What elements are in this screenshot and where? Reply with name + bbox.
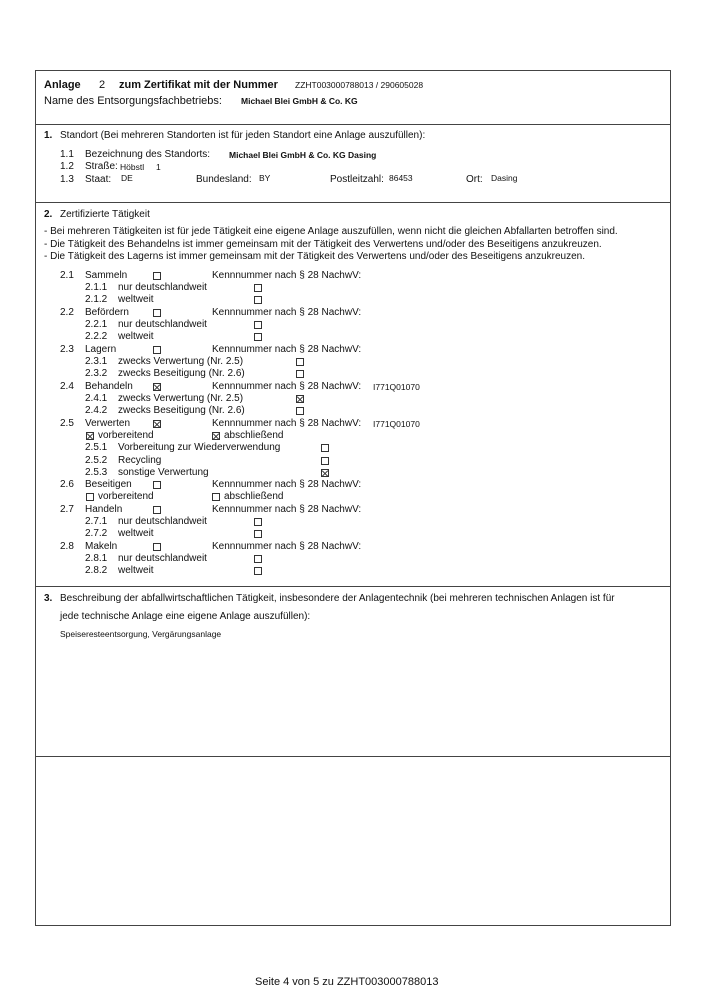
anlage-number: 2 [99, 79, 106, 91]
act-2-1-2-number: 2.1.2 [85, 294, 108, 305]
act-2-7-1-number: 2.7.1 [85, 516, 108, 527]
location-name-label: Bezeichnung des Standorts: [85, 149, 211, 160]
kenn-label: Kennnummer nach § 28 NachwV: [212, 270, 362, 281]
checkbox-2-4-2[interactable] [296, 407, 304, 415]
act-2-8-1-label: nur deutschlandweit [118, 553, 207, 564]
note-1: - Bei mehreren Tätigkeiten ist für jede Tätigkeit eine eigene Anlage auszufüllen, wenn nicht die gleichen Abfallarten betroffen sind. [44, 226, 618, 237]
act-2-3-1-label: zwecks Verwertung (Nr. 2.5) [118, 356, 244, 367]
act-2-2-1-label: nur deutschlandweit [118, 319, 207, 330]
street-value: Höbstl [120, 162, 145, 172]
company-label: Name des Entsorgungsfachbetriebs: [44, 95, 222, 107]
divider [35, 756, 671, 757]
divider [35, 124, 671, 125]
checkbox-2-2-2[interactable] [254, 333, 262, 341]
act-2-5-label: Verwerten [85, 418, 131, 429]
checkbox-2-8-1[interactable] [254, 555, 262, 563]
act-2-1-1-number: 2.1.1 [85, 282, 108, 293]
act-2-8-label: Makeln [85, 541, 118, 552]
checkbox-2-8-2[interactable] [254, 567, 262, 575]
checkbox-2-3[interactable] [153, 346, 161, 354]
city-value: Dasing [491, 173, 518, 183]
kenn-label: Kennnummer nach § 28 NachwV: [212, 307, 362, 318]
kenn-label: Kennnummer nach § 28 NachwV: [212, 504, 362, 515]
checkbox-2-5-preparatory[interactable] [86, 432, 94, 440]
kenn-label: Kennnummer nach § 28 NachwV: [212, 344, 362, 355]
act-2-1-1-label: nur deutschlandweit [118, 282, 207, 293]
act-2-1-number: 2.1 [60, 270, 74, 281]
act-2-2-2-number: 2.2.2 [85, 331, 108, 342]
act-2-7-number: 2.7 [60, 504, 74, 515]
row-1-3-number: 1.3 [60, 174, 74, 185]
checkbox-2-4[interactable] [153, 383, 161, 391]
checkbox-2-3-1[interactable] [296, 358, 304, 366]
label-2-6-preparatory: vorbereitend [98, 491, 154, 502]
act-2-5-3-number: 2.5.3 [85, 467, 108, 478]
zip-label: Postleitzahl: [330, 174, 384, 185]
checkbox-2-5-1[interactable] [321, 444, 329, 452]
kenn-value-2-5: I771Q01070 [373, 419, 420, 429]
kenn-label: Kennnummer nach § 28 NachwV: [212, 381, 362, 392]
act-2-1-2-label: weltweit [118, 294, 154, 305]
checkbox-2-4-1[interactable] [296, 395, 304, 403]
country-label: Staat: [85, 174, 112, 185]
act-2-2-2-label: weltweit [118, 331, 154, 342]
section3-title-line1: Beschreibung der abfallwirtschaftlichen Tätigkeit, insbesondere der Anlagentechnik (bei mehreren technischen Anlagen ist für [60, 593, 615, 604]
act-2-4-label: Behandeln [85, 381, 133, 392]
act-2-8-number: 2.8 [60, 541, 74, 552]
state-value: BY [259, 173, 271, 183]
checkbox-2-8[interactable] [153, 543, 161, 551]
kenn-label: Kennnummer nach § 28 NachwV: [212, 418, 362, 429]
certificate-label: zum Zertifikat mit der Nummer [119, 79, 278, 91]
label-2-5-preparatory: vorbereitend [98, 430, 154, 441]
checkbox-2-6-preparatory[interactable] [86, 493, 94, 501]
act-2-3-number: 2.3 [60, 344, 74, 355]
act-2-3-1-number: 2.3.1 [85, 356, 108, 367]
act-2-7-2-label: weltweit [118, 528, 154, 539]
act-2-2-1-number: 2.2.1 [85, 319, 108, 330]
activity-description: Speiseresteentsorgung, Vergärungsanlage [60, 629, 222, 639]
location-name-value: Michael Blei GmbH & Co. KG Dasing [229, 150, 377, 160]
checkbox-2-1-1[interactable] [254, 284, 262, 292]
section3-number: 3. [44, 593, 53, 604]
divider [35, 586, 671, 587]
act-2-3-2-number: 2.3.2 [85, 368, 108, 379]
street-label: Straße: [85, 161, 118, 172]
checkbox-2-7[interactable] [153, 506, 161, 514]
certificate-number: ZZHT003000788013 / 290605028 [295, 80, 424, 90]
act-2-3-label: Lagern [85, 344, 117, 355]
act-2-2-number: 2.2 [60, 307, 74, 318]
act-2-2-label: Befördern [85, 307, 129, 318]
act-2-5-2-number: 2.5.2 [85, 455, 108, 466]
act-2-7-1-label: nur deutschlandweit [118, 516, 207, 527]
kenn-label: Kennnummer nach § 28 NachwV: [212, 541, 362, 552]
note-2: - Die Tätigkeit des Behandelns ist immer gemeinsam mit der Tätigkeit des Verwertens und/oder des Beseitigens anzukreuzen. [44, 239, 602, 250]
act-2-7-label: Handeln [85, 504, 123, 515]
act-2-5-1-number: 2.5.1 [85, 442, 108, 453]
section3-title-line2: jede technische Anlage eine eigene Anlage auszufüllen): [60, 611, 311, 622]
act-2-6-label: Beseitigen [85, 479, 132, 490]
section2-number: 2. [44, 209, 53, 220]
checkbox-2-1[interactable] [153, 272, 161, 280]
checkbox-2-7-2[interactable] [254, 530, 262, 538]
country-value: DE [121, 173, 133, 183]
label-2-6-final: abschließend [224, 491, 284, 502]
checkbox-2-6[interactable] [153, 481, 161, 489]
label-2-5-final: abschließend [224, 430, 284, 441]
note-3: - Die Tätigkeit des Lagerns ist immer gemeinsam mit der Tätigkeit des Verwertens und/oder des Beseitigens anzukreuzen. [44, 251, 586, 262]
act-2-5-2-label: Recycling [118, 455, 162, 466]
checkbox-2-5-final[interactable] [212, 432, 220, 440]
checkbox-2-7-1[interactable] [254, 518, 262, 526]
act-2-5-3-label: sonstige Verwertung [118, 467, 209, 478]
row-1-1-number: 1.1 [60, 149, 74, 160]
state-label: Bundesland: [196, 174, 252, 185]
checkbox-2-1-2[interactable] [254, 296, 262, 304]
divider [35, 202, 671, 203]
act-2-8-2-number: 2.8.2 [85, 565, 108, 576]
section2-title: Zertifizierte Tätigkeit [60, 209, 150, 220]
checkbox-2-2-1[interactable] [254, 321, 262, 329]
anlage-label: Anlage [44, 79, 81, 91]
checkbox-2-3-2[interactable] [296, 370, 304, 378]
act-2-4-1-number: 2.4.1 [85, 393, 108, 404]
act-2-4-2-number: 2.4.2 [85, 405, 108, 416]
act-2-6-number: 2.6 [60, 479, 74, 490]
act-2-8-1-number: 2.8.1 [85, 553, 108, 564]
act-2-4-number: 2.4 [60, 381, 74, 392]
kenn-value-2-4: I771Q01070 [373, 382, 420, 392]
act-2-5-number: 2.5 [60, 418, 74, 429]
act-2-4-2-label: zwecks Beseitigung (Nr. 2.6) [118, 405, 245, 416]
act-2-3-2-label: zwecks Beseitigung (Nr. 2.6) [118, 368, 245, 379]
checkbox-2-5-2[interactable] [321, 457, 329, 465]
act-2-8-2-label: weltweit [118, 565, 154, 576]
row-1-2-number: 1.2 [60, 161, 74, 172]
section1-number: 1. [44, 130, 53, 141]
page-footer: Seite 4 von 5 zu ZZHT003000788013 [255, 976, 439, 988]
company-name: Michael Blei GmbH & Co. KG [241, 96, 358, 106]
checkbox-2-5-3[interactable] [321, 469, 329, 477]
act-2-5-1-label: Vorbereitung zur Wiederverwendung [118, 442, 281, 453]
act-2-4-1-label: zwecks Verwertung (Nr. 2.5) [118, 393, 244, 404]
checkbox-2-6-final[interactable] [212, 493, 220, 501]
section1-title: Standort (Bei mehreren Standorten ist für jeden Standort eine Anlage auszufüllen): [60, 130, 426, 141]
city-label: Ort: [466, 174, 483, 185]
checkbox-2-5[interactable] [153, 420, 161, 428]
house-number: 1 [156, 162, 161, 172]
checkbox-2-2[interactable] [153, 309, 161, 317]
kenn-label: Kennnummer nach § 28 NachwV: [212, 479, 362, 490]
act-2-1-label: Sammeln [85, 270, 128, 281]
act-2-7-2-number: 2.7.2 [85, 528, 108, 539]
zip-value: 86453 [389, 173, 413, 183]
